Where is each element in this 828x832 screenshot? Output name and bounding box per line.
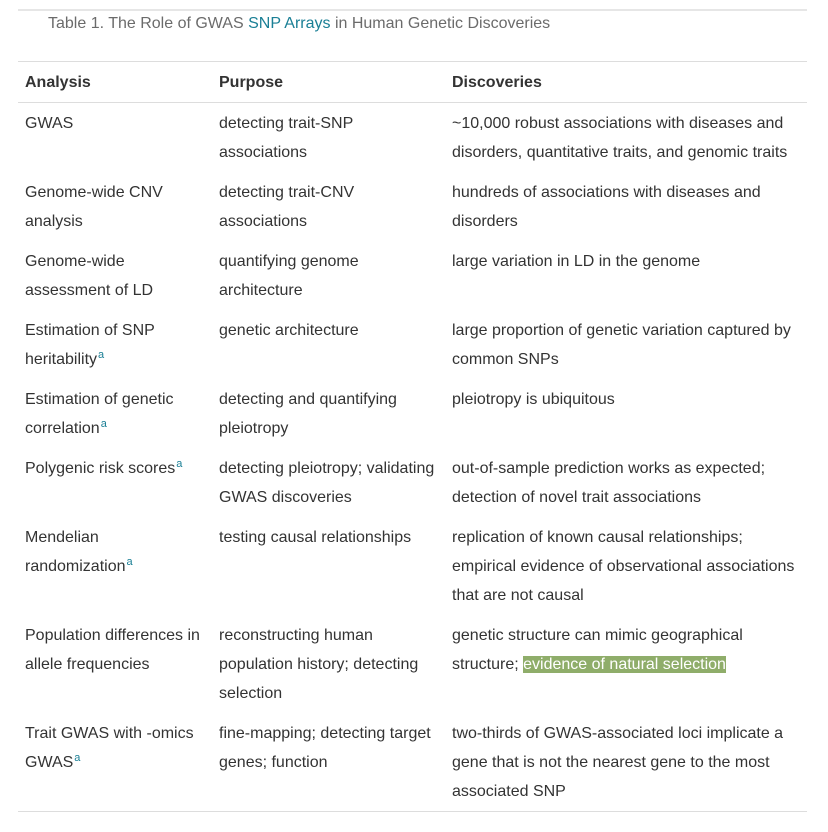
purpose-cell: detecting trait-SNP associations bbox=[219, 115, 353, 161]
table-row bbox=[18, 103, 807, 173]
discoveries-table-container bbox=[18, 61, 807, 812]
purpose-cell: detecting pleiotropy; validating GWAS discoveries bbox=[219, 460, 435, 506]
caption-suffix: in Human Genetic Discoveries bbox=[330, 15, 551, 32]
snp-arrays-link[interactable]: SNP Arrays bbox=[248, 15, 331, 32]
discoveries-cell: out-of-sample prediction works as expected; detection of novel trait associations bbox=[452, 460, 766, 506]
footnote-a-link[interactable]: a bbox=[176, 458, 183, 470]
purpose-cell: detecting and quantifying pleiotropy bbox=[219, 391, 397, 437]
highlighted-text: evidence of natural selection bbox=[523, 656, 726, 673]
table-row bbox=[18, 310, 807, 379]
table-row bbox=[18, 517, 807, 615]
analysis-cell bbox=[18, 310, 212, 379]
discoveries-text: genetic structure can mimic geographical structure; bbox=[452, 627, 743, 673]
discoveries-cell: pleiotropy is ubiquitous bbox=[452, 391, 615, 408]
discoveries-cell: ~10,000 robust associations with diseases and disorders, quantitative traits, and genomic traits bbox=[452, 115, 788, 161]
purpose-cell: quantifying genome architecture bbox=[219, 253, 359, 299]
discoveries-cell bbox=[445, 615, 807, 713]
discoveries-cell: replication of known causal relationships; empirical evidence of observational associations that are not causal bbox=[452, 529, 795, 604]
analysis-cell bbox=[18, 713, 212, 812]
discoveries-cell: large proportion of genetic variation captured by common SNPs bbox=[452, 322, 791, 368]
discoveries-cell: hundreds of associations with diseases and disorders bbox=[452, 184, 761, 230]
analysis-cell bbox=[18, 615, 212, 713]
caption-prefix: Table 1. The Role of GWAS bbox=[48, 15, 249, 32]
table-row bbox=[18, 448, 807, 517]
discoveries-cell: two-thirds of GWAS-associated loci implicate a gene that is not the nearest gene to the most associated SNP bbox=[452, 725, 784, 800]
purpose-cell: reconstructing human population history; detecting selection bbox=[219, 627, 419, 702]
top-divider bbox=[18, 9, 807, 11]
analysis-cell bbox=[18, 448, 212, 517]
analysis-text: Mendelian randomization bbox=[25, 529, 126, 575]
footnote-a-link[interactable]: a bbox=[126, 556, 133, 568]
discoveries-cell: large variation in LD in the genome bbox=[452, 253, 701, 270]
analysis-text: Population differences in allele frequencies bbox=[25, 627, 200, 673]
analysis-text: GWAS bbox=[25, 115, 74, 132]
purpose-cell: detecting trait-CNV associations bbox=[219, 184, 355, 230]
header-purpose: Purpose bbox=[219, 74, 284, 91]
footnote-a-link[interactable]: a bbox=[100, 418, 107, 430]
analysis-cell bbox=[18, 172, 212, 241]
table-row bbox=[18, 379, 807, 448]
purpose-cell: testing causal relationships bbox=[219, 529, 412, 546]
footnote-a-link[interactable]: a bbox=[74, 752, 81, 764]
analysis-text: Estimation of SNP heritability bbox=[25, 322, 155, 368]
analysis-cell bbox=[18, 103, 212, 173]
table-header-row bbox=[18, 62, 807, 103]
table-row bbox=[18, 615, 807, 713]
discoveries-table bbox=[18, 61, 807, 812]
analysis-cell bbox=[18, 517, 212, 615]
analysis-cell bbox=[18, 241, 212, 310]
purpose-cell: genetic architecture bbox=[219, 322, 359, 339]
analysis-text: Polygenic risk scores bbox=[25, 460, 176, 477]
header-discoveries: Discoveries bbox=[452, 74, 542, 91]
purpose-cell: fine-mapping; detecting target genes; function bbox=[219, 725, 431, 771]
analysis-cell bbox=[18, 379, 212, 448]
header-analysis: Analysis bbox=[25, 74, 91, 91]
table-row bbox=[18, 241, 807, 310]
table-caption bbox=[48, 13, 550, 35]
analysis-text: Genome-wide CNV analysis bbox=[25, 184, 163, 230]
table-row bbox=[18, 172, 807, 241]
analysis-text: Trait GWAS with -omics GWAS bbox=[25, 725, 194, 771]
footnote-a-link[interactable]: a bbox=[98, 349, 105, 361]
analysis-text: Genome-wide assessment of LD bbox=[25, 253, 154, 299]
table-row bbox=[18, 713, 807, 812]
analysis-text: Estimation of genetic correlation bbox=[25, 391, 174, 437]
